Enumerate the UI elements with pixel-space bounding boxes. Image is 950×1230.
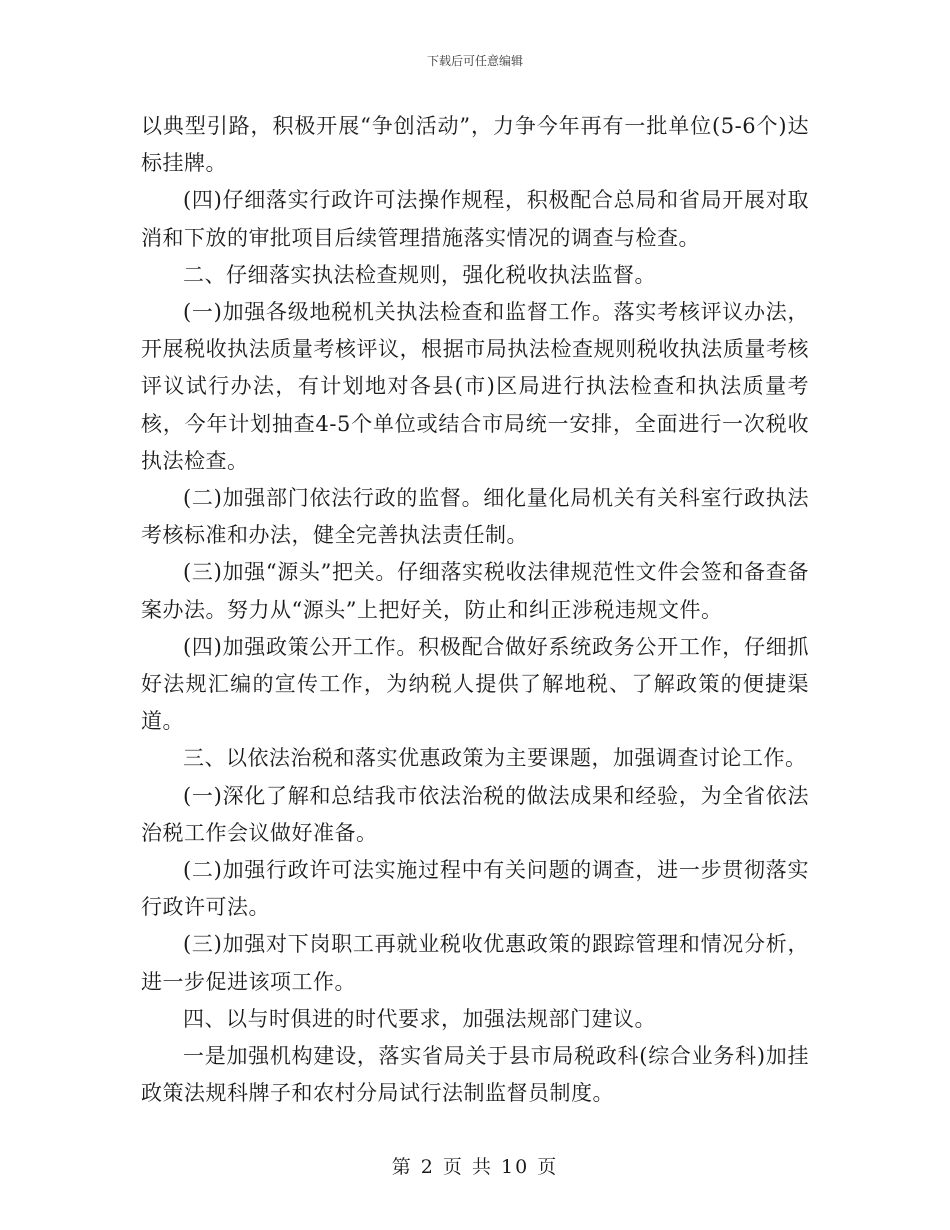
section-heading: 三、以依法治税和落实优惠政策为主要课题，加强调查讨论工作。 — [183, 746, 807, 771]
paragraph: (一)深化了解和总结我市依法治税的做法成果和经验，为全省依法治税工作会议做好准备。 — [141, 783, 809, 845]
paragraph: (三)加强对下岗职工再就业税收优惠政策的跟踪管理和情况分析，进一步促进该项工作。 — [141, 932, 809, 994]
paragraph: 以典型引路，积极开展“争创活动”，力争今年再有一批单位(5-6个)达标挂牌。 — [141, 114, 809, 176]
paragraph: (二)加强行政许可法实施过程中有关问题的调查，进一步贯彻落实行政许可法。 — [141, 858, 809, 920]
section-heading: 二、仔细落实执法检查规则，强化税收执法监督。 — [183, 262, 656, 287]
page-header: 下载后可任意编辑 — [426, 54, 523, 68]
paragraph: (三)加强“源头”把关。仔细落实税收法律规范性文件会签和备查备案办法。努力从“源头”上把好关，防止和纠正涉税违规文件。 — [141, 560, 809, 622]
section-heading: 四、以与时俱进的时代要求，加强法规部门建议。 — [183, 1006, 656, 1031]
paragraph: (四)仔细落实行政许可法操作规程，积极配合总局和省局开展对取消和下放的审批项目后续管理措施落实情况的调查与检查。 — [141, 188, 809, 250]
document-body — [141, 108, 809, 1112]
paragraph: (四)加强政策公开工作。积极配合做好系统政务公开工作，仔细抓好法规汇编的宣传工作，为纳税人提供了解地税、了解政策的便捷渠道。 — [141, 634, 809, 734]
paragraph: 一是加强机构建设，落实省局关于县市局税政科(综合业务科)加挂政策法规科牌子和农村分局试行法制监督员制度。 — [141, 1044, 809, 1106]
page-number: 第 2 页 共 10 页 — [391, 1156, 559, 1178]
paragraph: (二)加强部门依法行政的监督。细化量化局机关有关科室行政执法考核标准和办法，健全完善执法责任制。 — [141, 486, 809, 548]
paragraph: (一)加强各级地税机关执法检查和监督工作。落实考核评议办法，开展税收执法质量考核评议，根据市局执法检查规则税收执法质量考核评议试行办法，有计划地对各县(市)区局进行执法检查和执法质量考核，今年计划抽查4-5个单位或结合市局统一安排，全面进行一次税收执法检查。 — [141, 300, 809, 473]
